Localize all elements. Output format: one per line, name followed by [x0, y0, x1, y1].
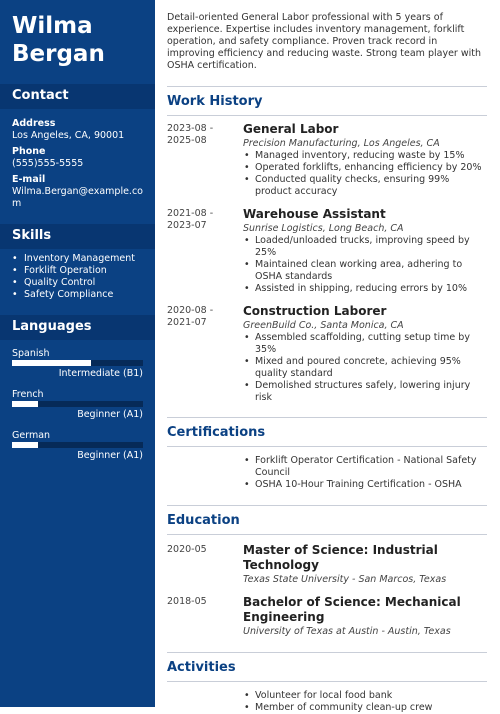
activity-item: • Member of community clean-up crew: [243, 702, 487, 714]
email-label: E-mail: [12, 174, 46, 185]
job-bullets: [243, 150, 487, 198]
job-entry: [167, 304, 487, 404]
job-entry: [167, 122, 487, 198]
section-divider: [167, 505, 487, 506]
job-title: General Labor: [243, 122, 339, 136]
phone-label: Phone: [12, 146, 46, 157]
phone-value: (555)555-5555: [12, 158, 84, 169]
proficiency-fill: [12, 401, 38, 407]
address-value: Los Angeles, CA, 90001: [12, 130, 125, 141]
job-bullet: • Managed inventory, reducing waste by 15%: [243, 150, 487, 162]
skill-item: • Safety Compliance: [12, 289, 143, 301]
job-bullet: • Assembled scaffolding, cutting setup time by 35%: [243, 332, 487, 356]
job-dates: [167, 122, 243, 198]
work-history-heading: Work History: [167, 94, 263, 109]
skill-item: • Quality Control: [12, 277, 143, 289]
language-level: Beginner (A1): [77, 409, 143, 420]
job-bullet: • Loaded/unloaded trucks, improving speed by 25%: [243, 235, 487, 259]
certifications-heading: Certifications: [167, 425, 266, 440]
section-divider: [167, 681, 487, 682]
sidebar: [0, 0, 155, 707]
language-level: Beginner (A1): [77, 450, 143, 461]
job-company: GreenBuild Co., Santa Monica, CA: [243, 320, 404, 331]
section-divider: [167, 652, 487, 653]
address-label: Address: [12, 118, 56, 129]
education-entry: [167, 595, 487, 638]
job-dates: [167, 304, 243, 404]
job-details: [243, 304, 487, 404]
skill-item: • Forklift Operation: [12, 265, 143, 277]
date-start: 2021-08 -: [167, 208, 214, 219]
job-details: [243, 207, 487, 295]
job-dates: [167, 207, 243, 295]
certifications-list: [243, 455, 487, 491]
activities-content: [243, 690, 487, 714]
email-value[interactable]: Wilma.Bergan@example.com: [12, 186, 143, 209]
section-divider: [167, 86, 487, 87]
education-entry: [167, 543, 487, 586]
activities-date-spacer: [167, 690, 243, 714]
certification-item: • OSHA 10-Hour Training Certification - OSHA: [243, 479, 487, 491]
date-start: 2023-08 -: [167, 123, 214, 134]
proficiency-bar: [12, 401, 143, 407]
job-title: Construction Laborer: [243, 304, 387, 318]
contact-section: [0, 109, 155, 210]
certifications-content: [243, 455, 487, 491]
language-name: Spanish: [12, 348, 50, 359]
education-date: 2020-05: [167, 544, 207, 555]
job-bullet: • Mixed and poured concrete, achieving 95% quality standard: [243, 356, 487, 380]
job-company: Precision Manufacturing, Los Angeles, CA: [243, 138, 440, 149]
languages-heading: Languages: [0, 315, 155, 340]
contact-heading: Contact: [0, 84, 155, 109]
professional-summary: Detail-oriented General Labor professional with 5 years of experience. Expertise includes inventory management, forklift operation, and safety compliance. Proven track record in improving efficiency and reducing waste. Strong team player with OSHA certification.: [167, 12, 481, 71]
education-heading: Education: [167, 513, 240, 528]
job-entry: [167, 207, 487, 295]
activities-entry: [167, 690, 487, 714]
section-divider: [167, 115, 487, 116]
job-details: [243, 122, 487, 198]
school-name: University of Texas at Austin - Austin, Texas: [243, 626, 451, 637]
certification-item: • Forklift Operator Certification - National Safety Council: [243, 455, 487, 479]
main-column: [167, 0, 487, 714]
certifications-date-spacer: [167, 455, 243, 491]
education-date: 2018-05: [167, 596, 207, 607]
degree-title: Master of Science: Industrial Technology: [243, 543, 438, 572]
certifications-entry: [167, 455, 487, 491]
candidate-name: [0, 0, 155, 68]
job-bullets: [243, 235, 487, 295]
skills-list: [0, 249, 155, 301]
job-company: Sunrise Logistics, Long Beach, CA: [243, 223, 404, 234]
proficiency-bar: [12, 360, 143, 366]
date-end: 2023-07: [167, 220, 207, 231]
activities-heading: Activities: [167, 660, 236, 675]
section-divider: [167, 417, 487, 418]
languages-section: [0, 348, 155, 463]
job-title: Warehouse Assistant: [243, 207, 386, 221]
date-end: 2021-07: [167, 317, 207, 328]
activity-item: • Volunteer for local food bank: [243, 690, 487, 702]
job-bullet: • Operated forklifts, enhancing efficiency by 20%: [243, 162, 487, 174]
job-bullet: • Conducted quality checks, ensuring 99% product accuracy: [243, 174, 487, 198]
skills-heading: Skills: [0, 224, 155, 249]
job-bullets: [243, 332, 487, 404]
name-first: Wilma: [12, 13, 93, 39]
school-name: Texas State University - San Marcos, Texas: [243, 574, 447, 585]
job-bullet: • Assisted in shipping, reducing errors by 10%: [243, 283, 487, 295]
language-name: French: [12, 389, 44, 400]
proficiency-fill: [12, 360, 91, 366]
education-details: [243, 543, 487, 586]
section-divider: [167, 534, 487, 535]
activities-list: [243, 690, 487, 714]
skill-item: • Inventory Management: [12, 253, 143, 265]
date-start: 2020-08 -: [167, 305, 214, 316]
language-level: Intermediate (B1): [58, 368, 143, 379]
education-details: [243, 595, 487, 638]
language-name: German: [12, 430, 51, 441]
job-bullet: • Maintained clean working area, adhering to OSHA standards: [243, 259, 487, 283]
date-end: 2025-08: [167, 135, 207, 146]
proficiency-bar: [12, 442, 143, 448]
job-bullet: • Demolished structures safely, lowering injury risk: [243, 380, 487, 404]
degree-title: Bachelor of Science: Mechanical Engineering: [243, 595, 461, 624]
name-last: Bergan: [12, 41, 105, 67]
section-divider: [167, 446, 487, 447]
proficiency-fill: [12, 442, 38, 448]
